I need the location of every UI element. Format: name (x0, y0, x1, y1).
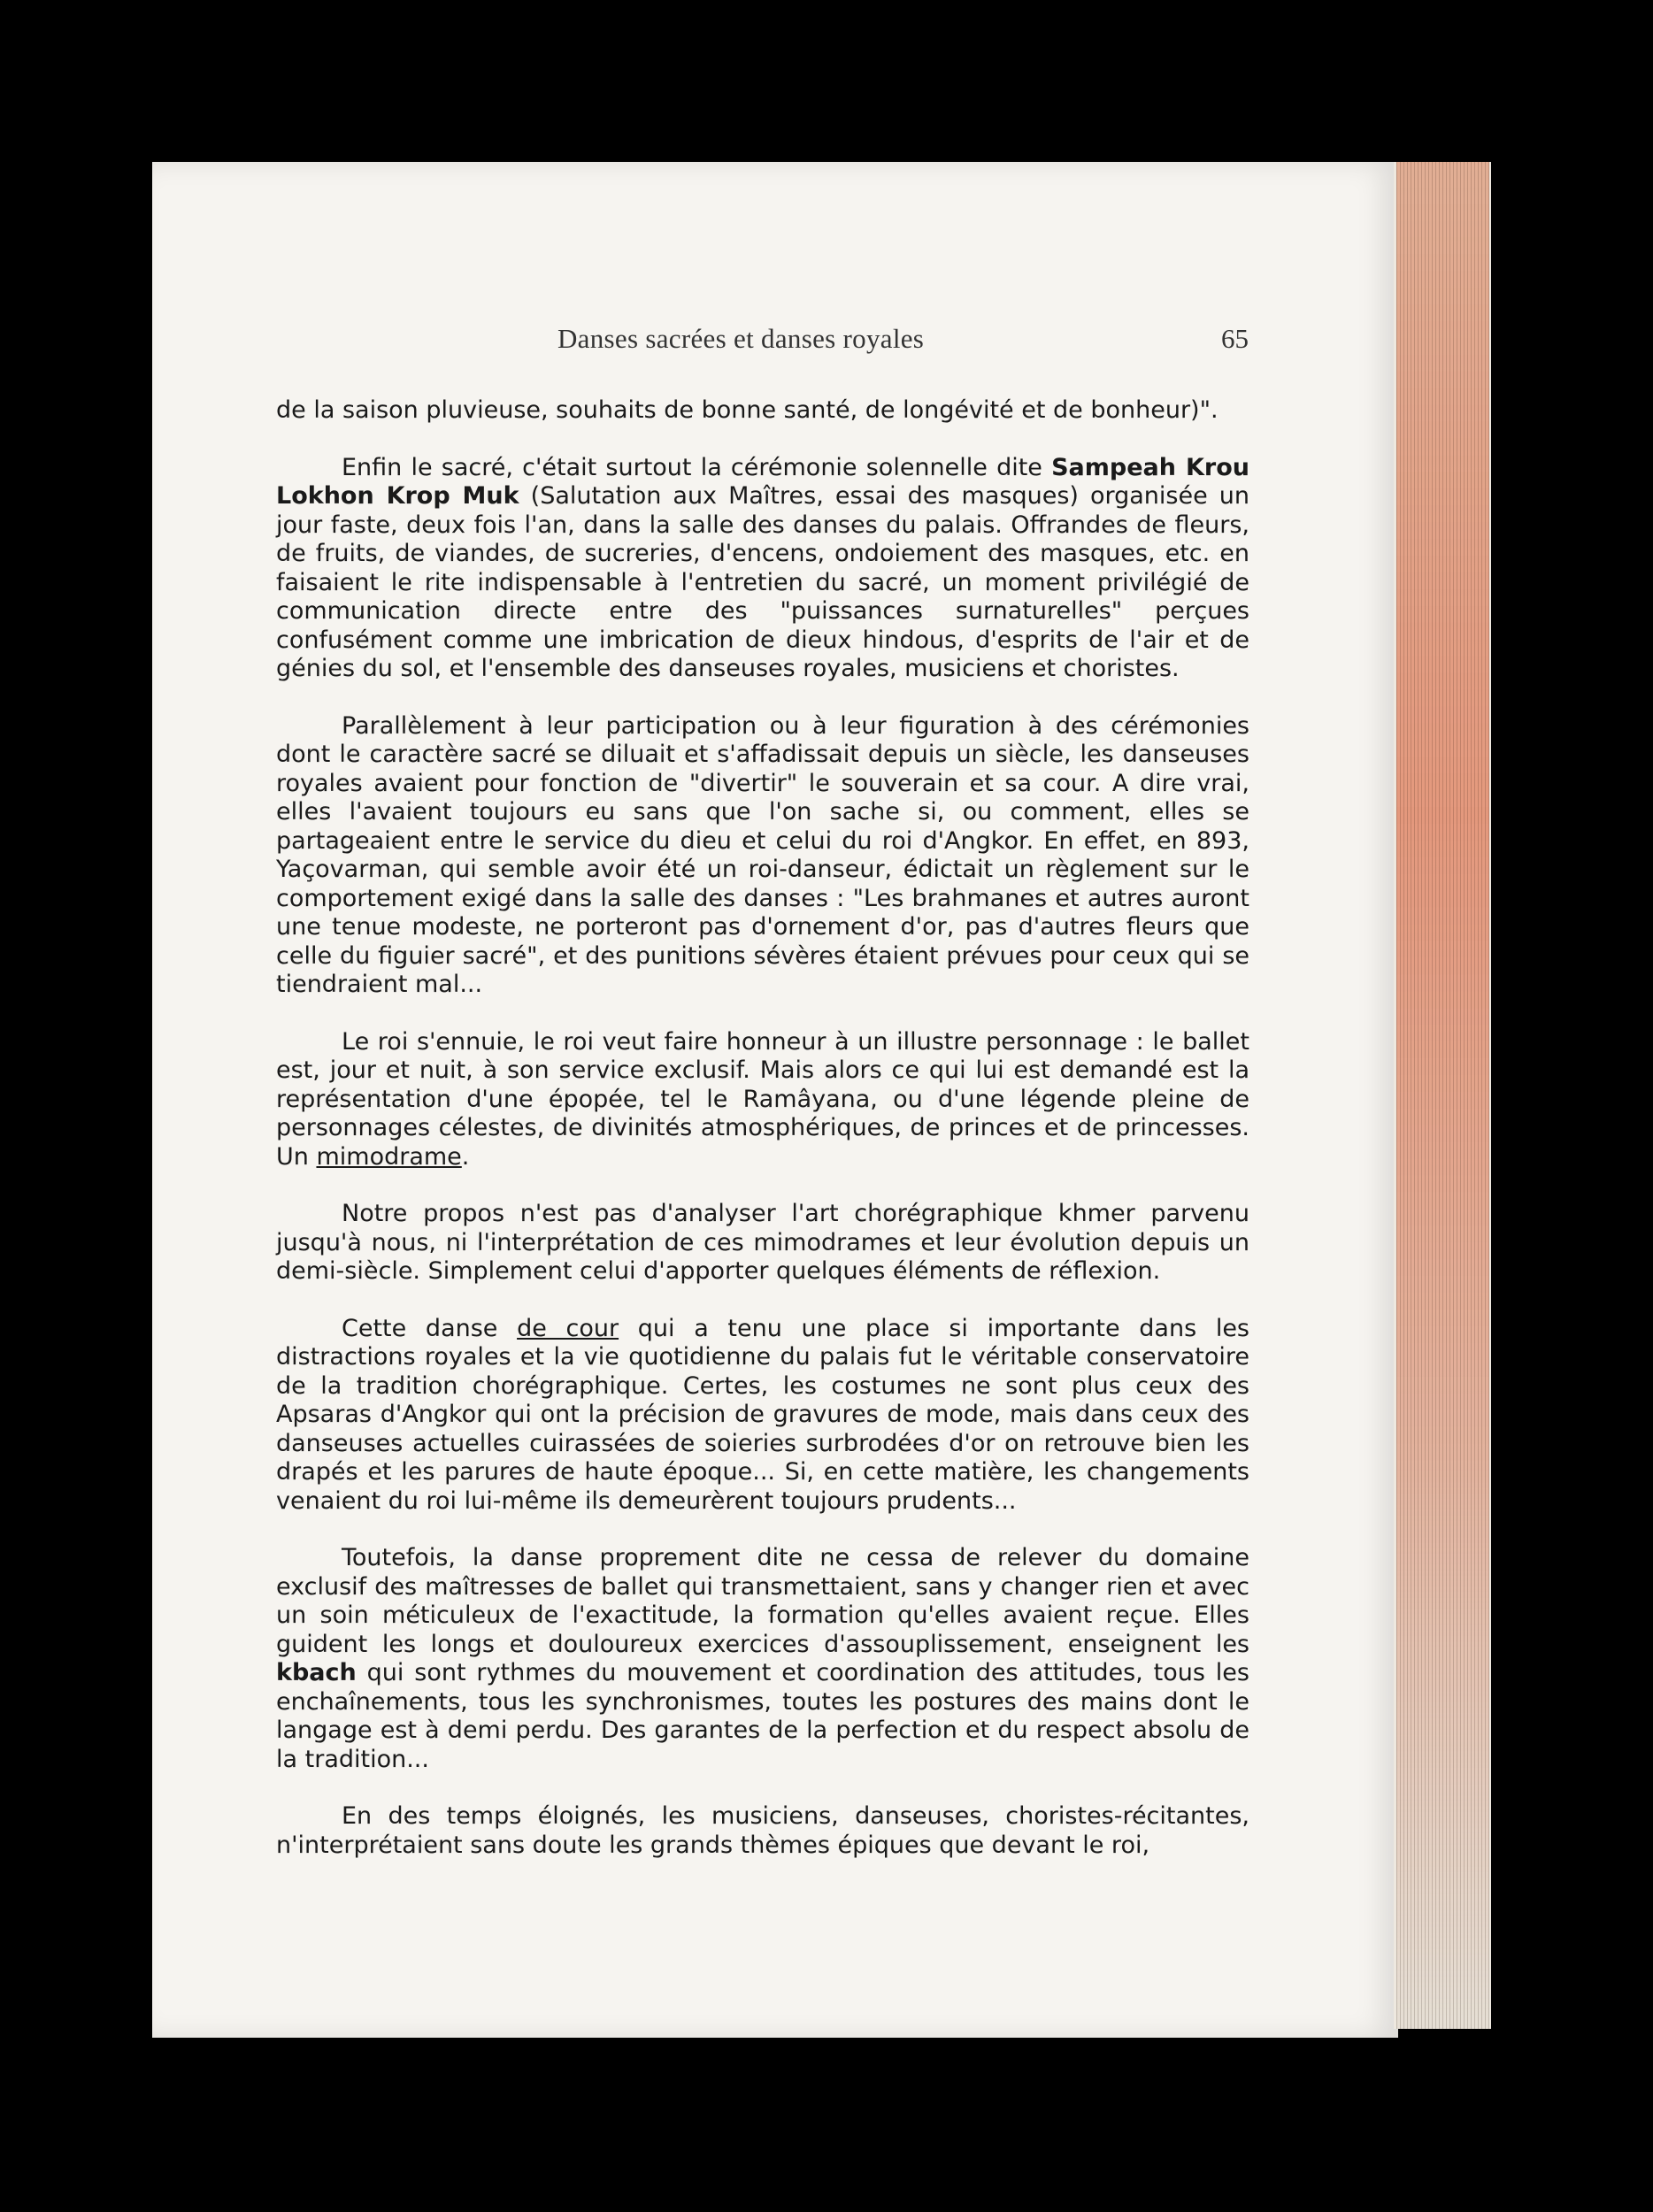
page-edges-tint (1396, 162, 1489, 2029)
paragraph-3 (276, 712, 1249, 1000)
paragraph-6-lead: Cette danse (342, 1314, 518, 1342)
paragraph-7-rest: qui sont rythmes du mouvement et coordination des attitudes, tous les enchaînements, tous les synchronismes, toutes les postures des mains dont le langage est à demi perdu. Des garantes de la perfection et du respect absolu de la tradition... (276, 1659, 1249, 1773)
ceremony-name: Sampeah Krou Lokhon Krop Muk (276, 453, 1250, 510)
paragraph-4-rest: . (461, 1142, 470, 1171)
paragraph-5-text: Notre propos n'est pas d'analyser l'art chorégraphique khmer parvenu jusqu'à nous, ni l'interprétation de ces mimodrames et leur évolution depuis un demi-siècle. Simplement celui d'apporter quelques éléments de réflexion. (276, 1200, 1249, 1285)
paragraph-7 (276, 1544, 1249, 1774)
kbach-term: kbach (276, 1659, 357, 1686)
paragraph-1-text: de la saison pluvieuse, souhaits de bonne santé, de longévité et de bonheur)". (276, 396, 1219, 424)
paragraph-6-rest: qui a tenu une place si importante dans les distractions royales et la vie quotidienne du palais fut le véritable conservatoire de la tradition chorégraphique. Certes, les costumes ne sont plus ceux des Apsaras d'Angkor qui ont la précision de gravures de mode, mais dans ceux des danseuses actuelles cuirassées de soieries surbrodées d'or on retrouve bien les drapés et les parures de haute époque... Si, en cette matière, les changements venaient du roi lui-même ils demeurèrent toujours prudents... (276, 1314, 1249, 1515)
underlined-mimodrame: mimodrame (316, 1142, 462, 1171)
running-header: Danses sacrées et danses royales (557, 323, 925, 354)
paragraph-8-text: En des temps éloignés, les musiciens, danseuses, choristes-récitantes, n'interprétaient sans doute les grands thèmes épiques que devant le roi, (276, 1802, 1249, 1859)
paragraph-7-lead: Toutefois, la danse proprement dite ne cessa de relever du domaine exclusif des maîtresses de ballet qui transmettaient, sans y changer rien et avec un soin méticuleux de l'exactitude, la formation qu'elles avaient reçue. Elles guident les longs et douloureux exercices d'assouplissement, enseignent les (276, 1544, 1249, 1658)
paragraph-8 (276, 1802, 1249, 1860)
paragraph-6 (276, 1315, 1249, 1517)
paragraph-4-lead: Le roi s'ennuie, le roi veut faire honneur à un illustre personnage : le ballet est, jour et nuit, à son service exclusif. Mais alors ce qui lui est demandé est la représentation d'une épopée, tel le Ramâyana, ou d'une légende pleine de personnages célestes, de divinités atmosphériques, de princes et de princesses. Un (276, 1027, 1249, 1171)
paragraph-1 (276, 396, 1249, 426)
underlined-de-cour: de cour (517, 1314, 619, 1342)
paragraph-4 (276, 1028, 1249, 1172)
body-text (276, 396, 1249, 1888)
paragraph-3-text: Parallèlement à leur participation ou à leur figuration à des cérémonies dont le caractère sacré se diluait et s'affadissait depuis un siècle, les danseuses royales avaient pour fonction de "divertir" le souverain et sa cour. A dire vrai, elles l'avaient toujours eu sans que l'on sache si, ou comment, elles se partageaient entre le service du dieu et celui du roi d'Angkor. En effet, en 893, Yaçovarman, qui semble avoir été un roi-danseur, édictait un règlement sur le comportement exigé dans la salle des danses : "Les brahmanes et autres auront une tenue modeste, ne porteront pas d'ornement d'or, pas d'autres fleurs que celle du figuier sacré", et des punitions sévères étaient prévues pour ceux qui se tiendraient mal... (276, 711, 1249, 998)
paragraph-2 (276, 454, 1249, 684)
paragraph-2-rest: (Salutation aux Maîtres, essai des masques) organisée un jour faste, deux fois l'an, dans la salle des danses du palais. Offrandes de fleurs, de fruits, de viandes, de sucreries, d'encens, ondoiement des masques, etc. en faisaient le rite indispensable à l'entretien du sacré, un moment privilégié de communication directe entre des "puissances surnaturelles" perçues confusément comme une imbrication de dieux hindous, d'esprits de l'air et de génies du sol, et l'ensemble des danseuses royales, musiciens et choristes. (276, 482, 1249, 682)
page-number: 65 (1221, 323, 1249, 354)
paragraph-2-lead: Enfin le sacré, c'était surtout la cérémonie solennelle dite (342, 453, 1052, 481)
paragraph-5 (276, 1200, 1249, 1286)
